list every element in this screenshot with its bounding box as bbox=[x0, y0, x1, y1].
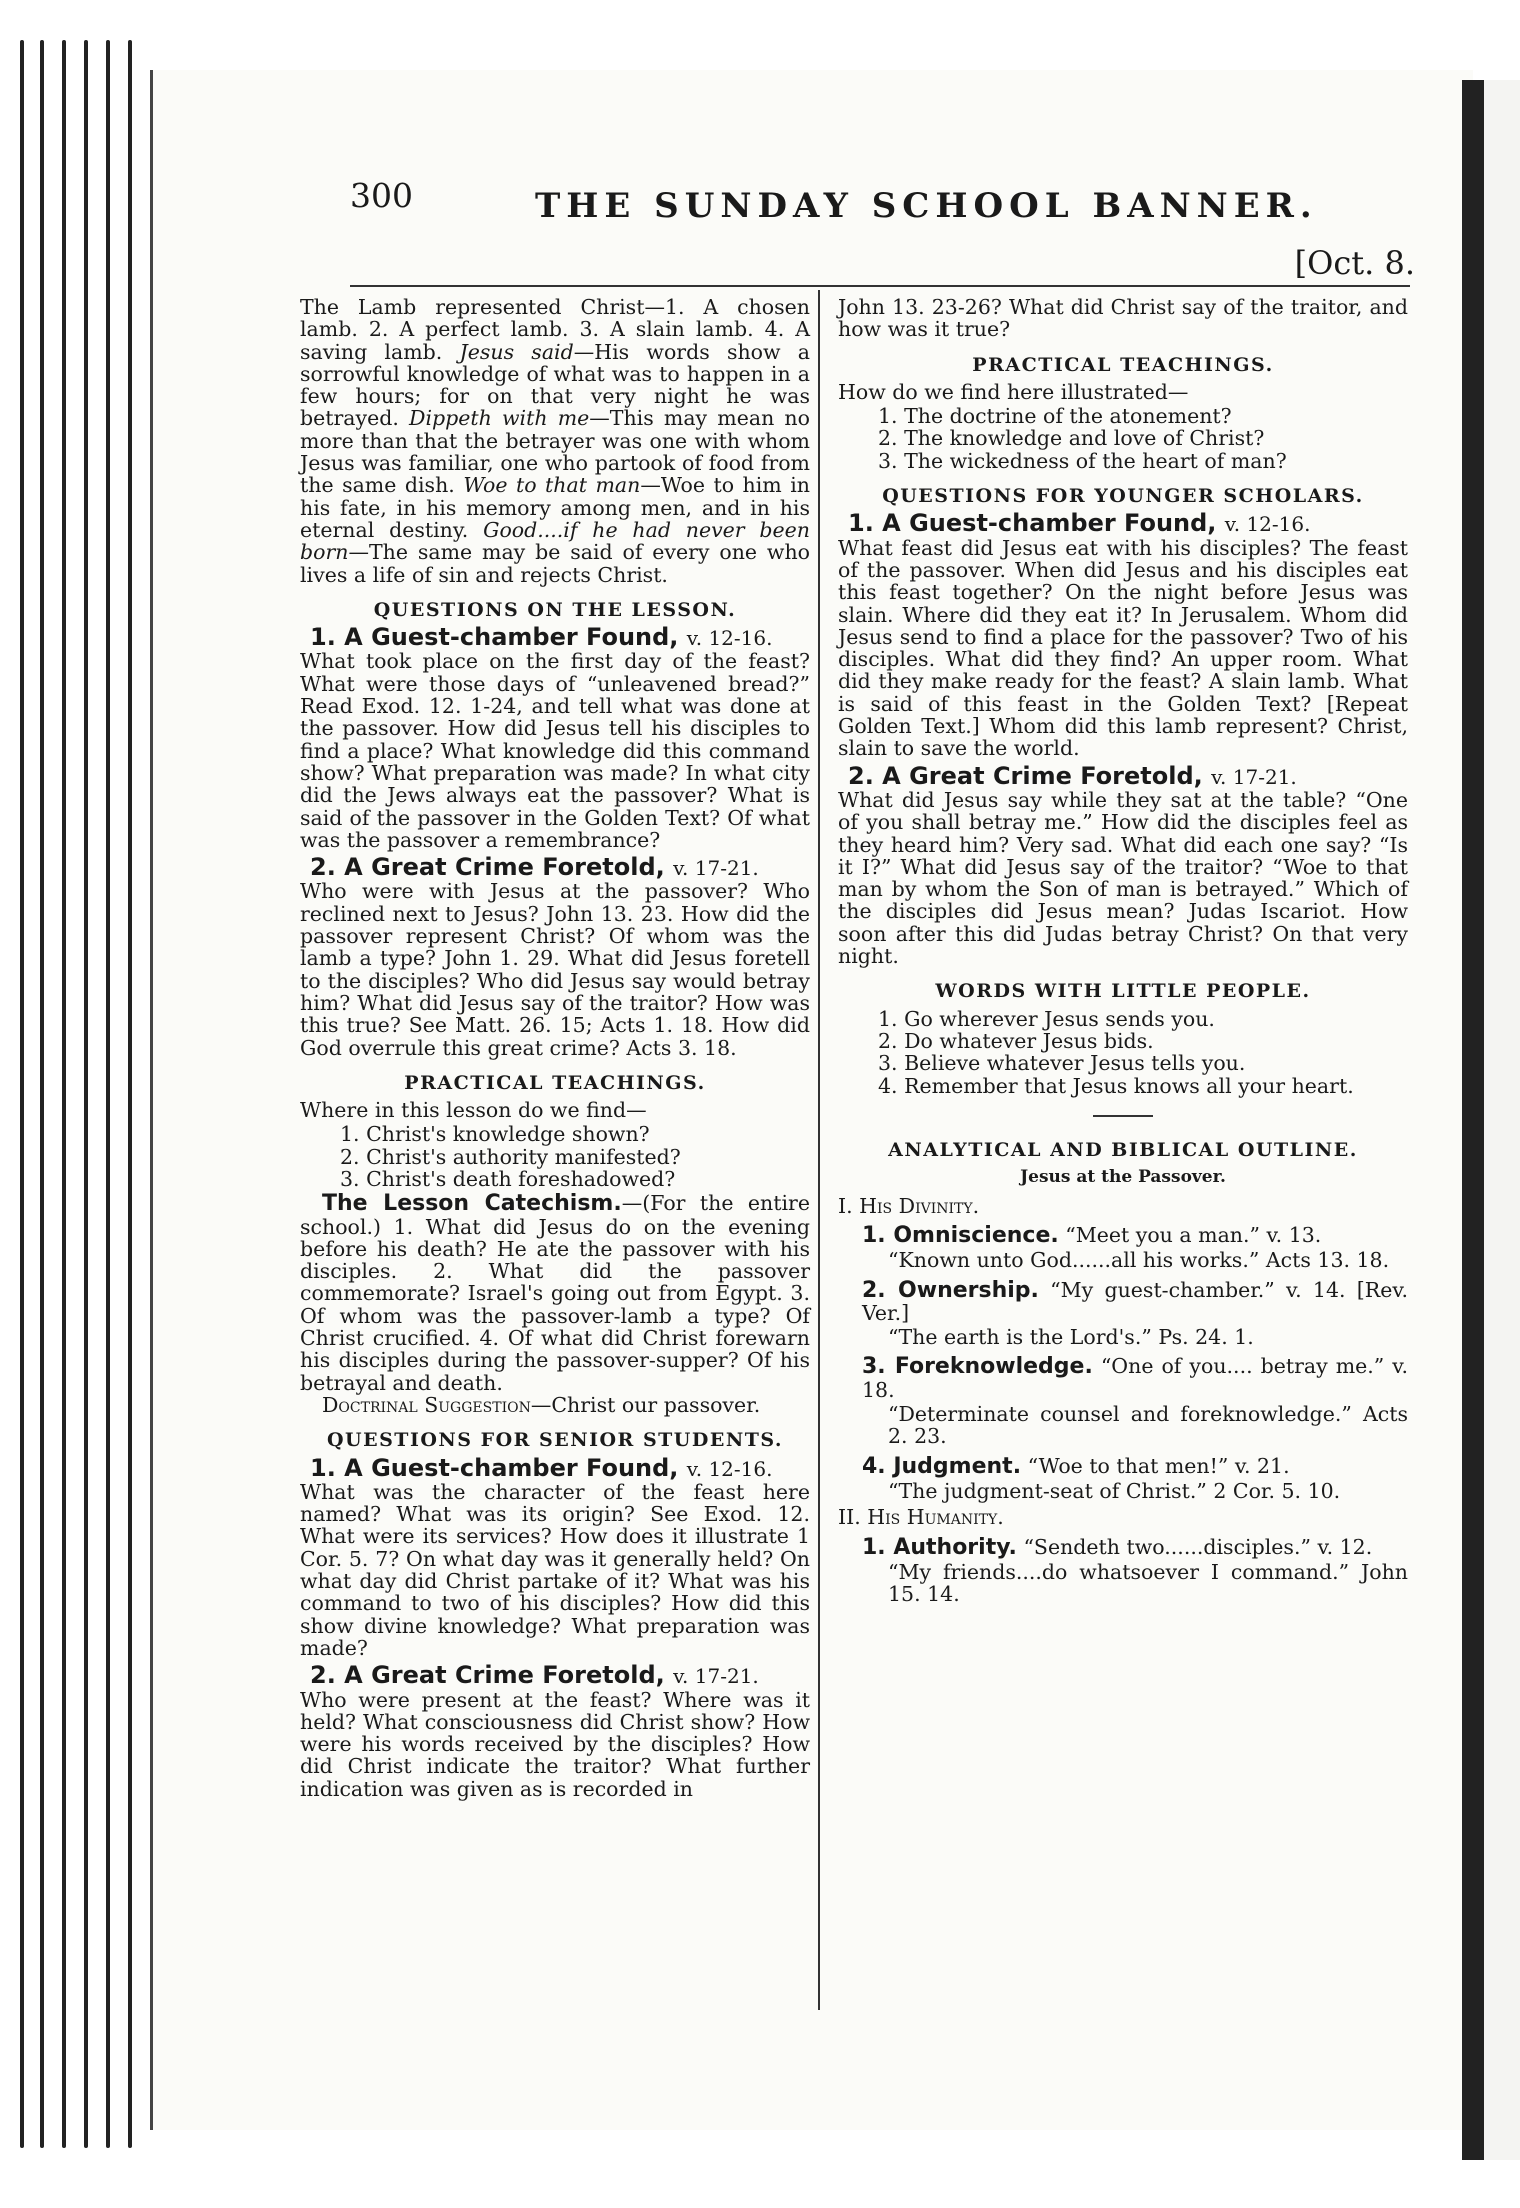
list-item: 2. Do whatever Jesus bids. bbox=[878, 1028, 1154, 1053]
section-great-crime: 2. A Great Crime Foretold, v. 17-21. bbox=[848, 761, 1297, 790]
practical-list bbox=[340, 1123, 810, 1190]
outline-subtitle: Jesus at the Passover. bbox=[1020, 1167, 1226, 1188]
list-item: 3. Christ's death foreshadowed? bbox=[340, 1166, 676, 1191]
doctrinal-suggestion: Doctrinal Suggestion—Christ our passover. bbox=[322, 1392, 761, 1417]
outline-quote: “The judgment-seat of Christ.” 2 Cor. 5. 10. bbox=[888, 1478, 1341, 1503]
page-stack-edge bbox=[106, 40, 110, 2148]
list-item: 3. Believe whatever Jesus tells you. bbox=[878, 1051, 1246, 1076]
page-stack-edge bbox=[84, 40, 88, 2148]
page-stack-edge bbox=[128, 40, 132, 2148]
book-gutter bbox=[1462, 80, 1484, 2160]
left-column bbox=[300, 296, 810, 1800]
section-rule bbox=[838, 1104, 1408, 1126]
right-column bbox=[838, 296, 1408, 1605]
practical-list bbox=[878, 405, 1408, 472]
outline-quote: “Known unto God......all his works.” Acts 13. 18. bbox=[888, 1248, 1390, 1273]
practical-intro: Where in this lesson do we find— bbox=[300, 1098, 647, 1123]
outline-item: 2. Ownership. “My guest-chamber.” v. 14. [Rev. Ver.] bbox=[862, 1277, 1408, 1325]
adjacent-page-edge bbox=[1484, 80, 1520, 2160]
senior-questions-2: Who were present at the feast? Where was it held? What consciousness did Christ show? How were his words received by the disciples? How did Christ indicate the traitor? What further indication was given as is recorded in bbox=[300, 1687, 810, 1801]
outline-quote: “My friends....do whatsoever I command.” John 15. 14. bbox=[888, 1559, 1408, 1607]
outline-section-humanity: II. His Humanity. bbox=[838, 1505, 1004, 1530]
list-item: 1. Christ's knowledge shown? bbox=[340, 1122, 650, 1147]
list-item: 3. The wickedness of the heart of man? bbox=[878, 448, 1287, 473]
page-number: 300 bbox=[350, 176, 413, 215]
questions-on-lesson-heading: QUESTIONS ON THE LESSON. bbox=[373, 598, 737, 621]
section-guest-chamber: 1. A Guest-chamber Found, v. 12-16. bbox=[848, 509, 1311, 538]
header-rule bbox=[350, 285, 1410, 287]
outline-heading: ANALYTICAL AND BIBLICAL OUTLINE. bbox=[888, 1139, 1358, 1162]
practical-intro: How do we find here illustrated— bbox=[838, 379, 1189, 404]
lesson-questions-2: Who were with Jesus at the passover? Who reclined next to Jesus? John 13. 23. How did the passover represent Christ? Of whom was the lamb a type? John 1. 29. What did Jesus foretell to the disciples? Who did Jesus say would betray him? What did Jesus say of the traitor? How was this true? See Matt. 26. 15; Acts 1. 18. How did God overrule this great crime? Acts 3. 18. bbox=[300, 879, 810, 1060]
column-divider bbox=[818, 290, 820, 2010]
outline-item: 3. Foreknowledge. “One of you.... betray me.” v. 18. bbox=[862, 1354, 1408, 1402]
section-great-crime: 2. A Great Crime Foretold, v. 17-21. bbox=[310, 1661, 759, 1690]
page-stack-edge bbox=[62, 40, 66, 2148]
outline-item: 1. Omniscience. “Meet you a man.” v. 13. bbox=[862, 1222, 1322, 1248]
list-item: 1. Go wherever Jesus sends you. bbox=[878, 1006, 1215, 1031]
section-guest-chamber: 1. A Guest-chamber Found, v. 12-16. bbox=[310, 1453, 773, 1482]
list-item: 2. The knowledge and love of Christ? bbox=[878, 426, 1265, 451]
younger-questions-1: What feast did Jesus eat with his disciples? The feast of the passover. When did Jesus and his disciples eat this feast together? On the night before Jesus was slain. Where did they eat it? In Jerusalem. Whom did Jesus send to find a place for the passover? Two of his disciples. What did they find? An upper room. What did they make ready for the feast? A slain lamb. What is said of this feast in the Golden Text? [Repeat Golden Text.] Whom did this lamb represent? Christ, slain to save the world. bbox=[838, 535, 1408, 761]
page-stack-edge bbox=[20, 40, 24, 2148]
senior-students-heading: QUESTIONS FOR SENIOR STUDENTS. bbox=[326, 1429, 783, 1452]
little-people-list bbox=[878, 1008, 1408, 1097]
outline-section-divinity: I. His Divinity. bbox=[838, 1193, 980, 1218]
section-guest-chamber: 1. A Guest-chamber Found, v. 12-16. bbox=[310, 623, 773, 652]
practical-teachings-heading: PRACTICAL TEACHINGS. bbox=[972, 353, 1274, 376]
outline-quote: “Determinate counsel and foreknowledge.” Acts 2. 23. bbox=[888, 1402, 1408, 1449]
outline-item: 1. Authority. “Sendeth two......disciples.” v. 12. bbox=[862, 1534, 1373, 1560]
journal-title: THE SUNDAY SCHOOL BANNER. bbox=[535, 186, 1318, 226]
outline-item: 4. Judgment. “Woe to that men!” v. 21. bbox=[862, 1453, 1290, 1479]
running-header bbox=[350, 168, 1415, 282]
senior-questions-continued: John 13. 23-26? What did Christ say of the traitor, and how was it true? bbox=[838, 295, 1408, 342]
practical-teachings-heading: PRACTICAL TEACHINGS. bbox=[404, 1071, 706, 1094]
little-people-heading: WORDS WITH LITTLE PEOPLE. bbox=[935, 980, 1311, 1003]
lesson-questions-1: What took place on the first day of the feast? What were those days of “unleavened bread?” Read Exod. 12. 1-24, and tell what was done at the passover. How did Jesus tell his disciples to find a place? What knowledge did this command show? What preparation was made? In what city did the Jews always eat the passover? What is said of the passover in the Golden Text? Of what was the passover a remembrance? bbox=[300, 649, 810, 852]
section-great-crime: 2. A Great Crime Foretold, v. 17-21. bbox=[310, 853, 759, 882]
younger-scholars-heading: QUESTIONS FOR YOUNGER SCHOLARS. bbox=[882, 485, 1364, 508]
issue-date: [Oct. 8. bbox=[1294, 244, 1415, 282]
senior-questions-1: What was the character of the feast here named? What was its origin? See Exod. 12. What were its services? How does it illustrate 1 Cor. 5. 7? On what day was it generally held? On what day did Christ partake of it? What was his command to two of his disciples? How did this show divine knowledge? What preparation was made? bbox=[300, 1479, 810, 1660]
younger-questions-2: What did Jesus say while they sat at the table? “One of you shall betray me.” How did the disciples feel as they heard him? Very sad. What did each one say? “Is it I?” What did Jesus say of the traitor? “Woe to that man by whom the Son of man is betrayed.” Which of the disciples did Jesus mean? Judas Iscariot. How soon after this did Judas betray Christ? On that very night. bbox=[838, 787, 1408, 969]
lesson-catechism: The Lesson Catechism.—(For the entire school.) 1. What did Jesus do on the evening before his death? He ate the passover with his disciples. 2. What did the passover commemorate? Israel's going out from Egypt. 3. Of whom was the passover-lamb a type? Of Christ crucified. 4. Of what did Christ forewarn his disciples during the passover-supper? Of his betrayal and death. bbox=[300, 1191, 810, 1395]
list-item: 2. Christ's authority manifested? bbox=[340, 1144, 681, 1169]
outline-quote: “The earth is the Lord's.” Ps. 24. 1. bbox=[888, 1325, 1254, 1350]
list-item: 4. Remember that Jesus knows all your heart. bbox=[878, 1073, 1354, 1098]
intro-paragraph: The Lamb represented Christ—1. A chosen lamb. 2. A perfect lamb. 3. A slain lamb. 4. A saving lamb. Jesus said—His words show a sorrowful knowledge of what was to happen in a few hours; for on that very night he was betrayed. Dippeth with me—This may mean no more than that the betrayer was one with whom Jesus was familiar, one who partook of food from the same dish. Woe to that man—Woe to him in his fate, in his memory among men, and in his eternal destiny. Good....if he had never been born—The same may be said of every one who lives a life of sin and rejects Christ. bbox=[300, 295, 810, 587]
page-stack-edge bbox=[40, 40, 44, 2148]
list-item: 1. The doctrine of the atonement? bbox=[878, 404, 1232, 429]
